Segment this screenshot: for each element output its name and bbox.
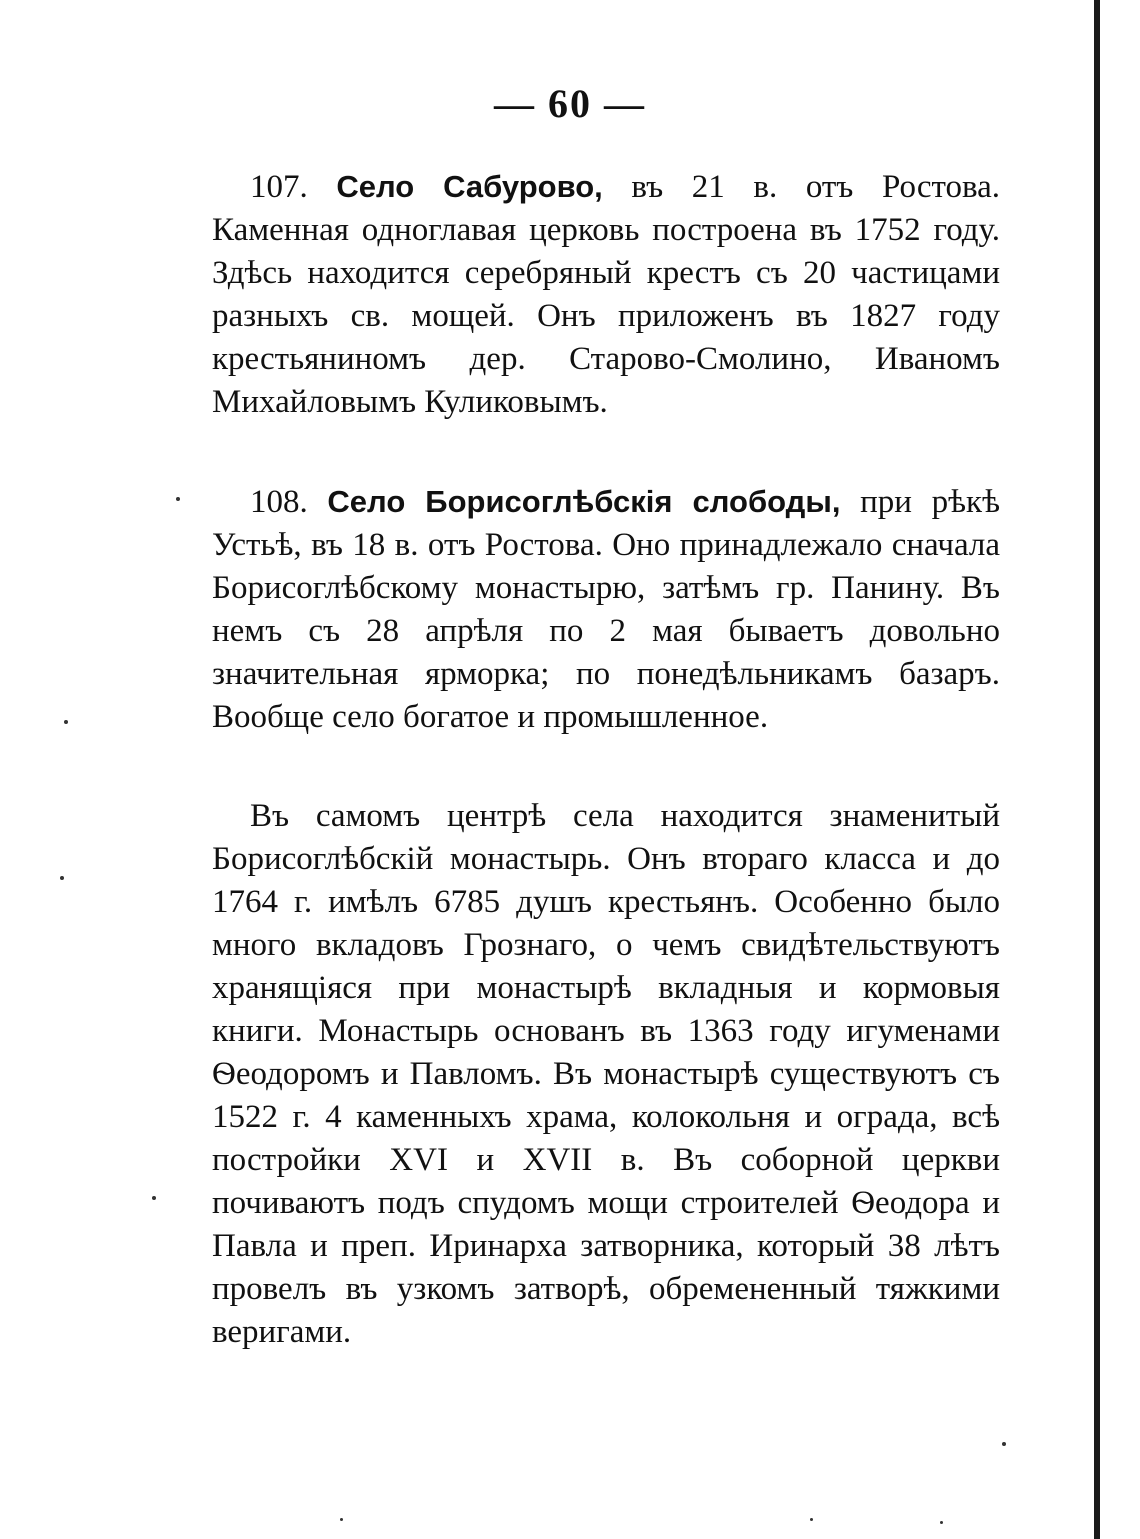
- entry-107-text: въ 21 в. отъ Ростова. Каменная одноглавая церковь построена въ 1752 году. Здѣсь находится серебряный крестъ съ 20 частицами разныхъ св. мощей. Онъ приложенъ въ 1827 году крестьяниномъ дер. Старово-Смолино, Иваномъ Михайловымъ Куликовымъ.: [212, 169, 1000, 420]
- print-speck: [152, 1196, 156, 1200]
- entry-108-title: Село Борисоглѣбскія слободы,: [327, 484, 841, 519]
- print-speck: [64, 720, 68, 724]
- print-speck: [1002, 1442, 1006, 1446]
- entry-107: [212, 165, 1000, 424]
- print-speck: [940, 1521, 943, 1524]
- print-speck: [176, 497, 180, 501]
- entry-108-text: при рѣкѣ Устьѣ, въ 18 в. отъ Ростова. Оно принадлежало сначала Борисоглѣбскому монастырю, затѣмъ гр. Панину. Въ немъ съ 28 апрѣля по 2 мая бываетъ довольно значительная ярморка; по понедѣльникамъ базаръ. Вообще село богатое и промышленное.: [212, 484, 1000, 735]
- print-speck: [340, 1518, 343, 1521]
- entry-107-number: 107.: [250, 169, 308, 205]
- print-speck: [60, 876, 64, 880]
- page-number: — 60 —: [494, 81, 646, 126]
- entry-107-title: Село Сабурово,: [336, 169, 603, 204]
- print-speck: [810, 1518, 813, 1521]
- entry-108-paragraph: [212, 480, 1000, 739]
- page-spine-edge: [1094, 0, 1100, 1539]
- entry-108: [212, 480, 1000, 739]
- monastery-section: [212, 795, 1000, 1354]
- entry-107-paragraph: [212, 165, 1000, 424]
- entry-108-number: 108.: [250, 484, 308, 520]
- monastery-paragraph: Въ самомъ центрѣ села находится знаменитый Борисоглѣбскій монастырь. Онъ втораго класса и до 1764 г. имѣлъ 6785 душъ крестьянъ. Особенно было много вкладовъ Грознаго, о чемъ свидѣтельствуютъ хранящіяся при монастырѣ вкладныя и кормовыя книги. Монастырь основанъ въ 1363 году игуменами Ѳеодоромъ и Павломъ. Въ монастырѣ существуютъ съ 1522 г. 4 каменныхъ храма, колокольня и ограда, всѣ постройки XVI и XVII в. Въ соборной церкви почиваютъ подъ спудомъ мощи строителей Ѳеодора и Павла и преп. Иринарха затворника, который 38 лѣтъ провелъ въ узкомъ затворѣ, обремененный тяжкими веригами.: [212, 798, 1000, 1350]
